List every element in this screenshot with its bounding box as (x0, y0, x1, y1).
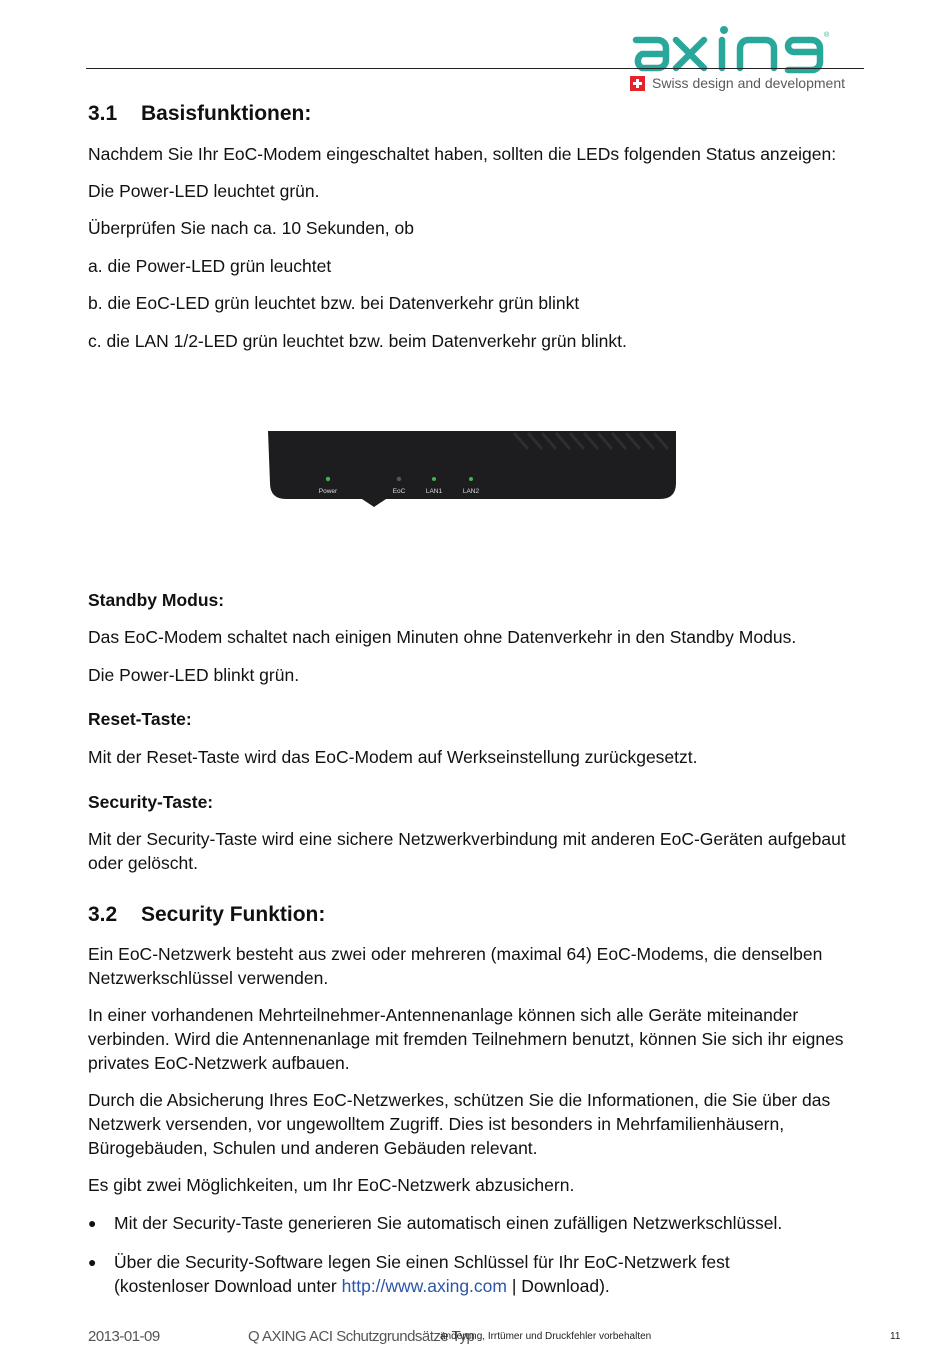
bullet-icon: ● (88, 1254, 97, 1270)
header-rule (86, 68, 864, 69)
tagline-text: Swiss design and development (652, 75, 846, 91)
eoc-led (397, 477, 401, 481)
page-number: 11 (890, 1331, 901, 1342)
bullet-text: Mit der Security-Taste generieren Sie automatisch einen zufälligen Netzwerkschlüssel. (114, 1213, 783, 1233)
section-3-2-heading (88, 903, 858, 927)
section-number: 3.2 (88, 903, 118, 926)
swiss-flag-icon (630, 76, 645, 91)
lan2-led (469, 477, 473, 481)
security-button-heading: Security-Taste: (88, 792, 214, 812)
device-label-power: Power (318, 488, 338, 495)
list-item-c: c. die LAN 1/2-LED grün leuchtet bzw. beim Datenverkehr grün blinkt. (88, 331, 627, 351)
footer-doc: Q AXING ACI Schutzgrundsätze Typ (248, 1328, 475, 1345)
list-item-a: a. die Power-LED grün leuchtet (88, 256, 332, 276)
bullet-text: Über die Security-Software legen Sie einen Schlüssel für Ihr EoC-Netzwerk fest (114, 1252, 730, 1272)
bullet-text-post: | Download). (506, 1276, 610, 1296)
bullet-text-pre: (kostenloser Download unter (114, 1276, 342, 1296)
section-3-1-heading (88, 102, 858, 126)
modem-front-image (266, 431, 678, 511)
svg-text:®: ® (824, 32, 830, 39)
paragraph-1: Ein EoC-Netzwerk besteht aus zwei oder mehreren (maximal 64) EoC-Modems, die denselben Netzwerkschlüssel verwenden. (88, 944, 823, 988)
section-title: Security Funktion: (141, 903, 326, 926)
bullet-icon: ● (88, 1215, 97, 1231)
reset-heading: Reset-Taste: (88, 709, 192, 729)
device-label-eoc: EoC (392, 488, 406, 495)
paragraph-2: In einer vorhandenen Mehrteilnehmer-Antennenanlage können sich alle Geräte miteinander verbinden. Wird die Antennenanlage mit fremden Teilnehmern benutzt, können Sie sich ihr eignes privates EoC-Netzwerk aufbauen. (88, 1005, 844, 1073)
standby-heading: Standby Modus: (88, 590, 225, 610)
paragraph-4: Es gibt zwei Möglichkeiten, um Ihr EoC-Netzwerk abzusichern. (88, 1175, 575, 1195)
list-item-b: b. die EoC-LED grün leuchtet bzw. bei Datenverkehr grün blinkt (88, 293, 580, 313)
reset-text: Mit der Reset-Taste wird das EoC-Modem auf Werkseinstellung zurückgesetzt. (88, 747, 698, 767)
lan1-led (432, 477, 436, 481)
footer-date: 2013-01-09 (88, 1328, 160, 1345)
download-link[interactable]: http://www.axing.com (341, 1276, 507, 1296)
list-item (88, 1211, 858, 1235)
device-label-lan1: LAN1 (425, 488, 443, 495)
tagline (630, 75, 845, 91)
power-led (326, 477, 330, 481)
security-button-text: Mit der Security-Taste wird eine sichere Netzwerkverbindung mit anderen EoC-Geräten aufgebaut oder gelöscht. (88, 829, 846, 873)
check-text: Überprüfen Sie nach ca. 10 Sekunden, ob (88, 218, 414, 238)
device-label-lan2: LAN2 (462, 488, 480, 495)
brand-name: axing (628, 22, 631, 23)
list-item (88, 1250, 858, 1298)
footer-notice: änderung, Irrtümer und Druckfehler vorbehalten (440, 1331, 652, 1342)
section-title: Basisfunktionen: (141, 102, 312, 125)
bullet-text-wrap (114, 1250, 730, 1298)
paragraph-3: Durch die Absicherung Ihres EoC-Netzwerkes, schützen Sie die Informationen, die Sie über das Netzwerk versenden, vor ungewolltem Zugriff. Dies ist besonders in Mehrfamilienhäusern, Bürogebäuden, Schulen und anderen Gebäuden relevant. (88, 1090, 831, 1158)
standby-line-2: Die Power-LED blinkt grün. (88, 665, 300, 685)
section-number: 3.1 (88, 102, 118, 125)
intro-text: Nachdem Sie Ihr EoC-Modem eingeschaltet haben, sollten die LEDs folgenden Status anzeigen: (88, 144, 837, 164)
power-led-text: Die Power-LED leuchtet grün. (88, 181, 320, 201)
standby-line-1: Das EoC-Modem schaltet nach einigen Minuten ohne Datenverkehr in den Standby Modus. (88, 627, 797, 647)
